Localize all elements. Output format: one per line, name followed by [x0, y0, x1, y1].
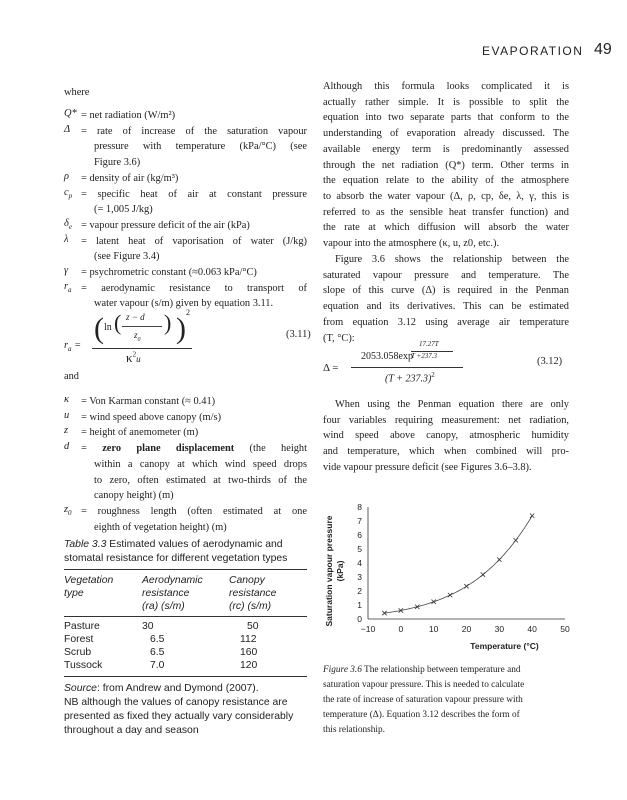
y-axis-label: Saturation vapour pressure(kPa)	[324, 515, 345, 627]
paragraph-line: (T, °C):	[323, 332, 355, 344]
table-header	[64, 574, 314, 614]
col-header-aerodynamic: Aerodynamic resistance (ra) (s/m)	[142, 575, 203, 612]
table-row	[64, 621, 314, 634]
figure-caption-line: saturation vapour pressure. This is needed to calculate	[323, 680, 525, 690]
figure-caption-line: temperature (Δ). Equation 3.12 describes the form of	[323, 710, 520, 720]
data-point-marker	[530, 513, 534, 517]
table-cell: 160	[240, 647, 258, 658]
glossary-definition-line: = Von Karman constant (≈ 0.41)	[81, 396, 216, 407]
table-cell: 6.5	[150, 634, 165, 645]
glossary-definition-line: = height of anemometer (m)	[81, 427, 199, 439]
y-tick-label: 6	[357, 530, 362, 540]
glossary-symbol: κ	[64, 394, 69, 405]
figure-caption-line: the rate of increase of saturation vapour pressure with	[323, 695, 523, 705]
glossary-definition-line: within a canopy at which wind speed drops	[94, 458, 307, 470]
figure-3-6-chart	[320, 500, 580, 660]
y-tick-label: 5	[357, 544, 362, 554]
paragraph-line: vapour into the atmosphere (κ, u, z0, etc.).	[323, 238, 500, 250]
glossary-definition-line: = roughness length (often estimated at one	[81, 505, 307, 517]
eq311-num: z − d	[126, 312, 145, 322]
paragraph-line: slope of this curve (Δ) is required in the Penman	[323, 285, 569, 297]
table-cell: 6.5	[150, 647, 165, 658]
eq311-ln: ln	[104, 322, 112, 333]
equation-3-12	[323, 340, 569, 390]
paragraph-line: the equation relate to the ability of the atmosphere	[323, 175, 569, 187]
paragraph-3	[323, 397, 569, 476]
glossary-definition-line: = specific heat of air at constant pressure	[81, 188, 307, 200]
glossary-symbol: γ	[64, 265, 69, 276]
glossary-symbol: ρ	[64, 170, 69, 182]
y-tick-label: 4	[357, 558, 362, 568]
glossary-definition-line: pressure with temperature (kPa/°C) (see	[94, 141, 307, 153]
page-number: 49	[594, 41, 612, 58]
y-tick-label: 7	[357, 516, 362, 526]
eq312-lhs: Δ =	[323, 362, 339, 374]
y-tick-label: 1	[357, 600, 362, 610]
table-cell: Scrub	[64, 647, 92, 658]
paragraph-line: When using the Penman equation there are only	[335, 399, 569, 410]
y-tick-label: 8	[357, 502, 362, 512]
y-tick-label: 2	[357, 586, 362, 596]
chart-plot	[324, 502, 570, 651]
data-point-marker	[464, 584, 468, 588]
paragraph-line: wind speed above canopy, atmospheric humidity	[323, 430, 569, 442]
x-tick-label: 10	[428, 624, 439, 634]
figure-caption-line: this relationship.	[323, 725, 385, 735]
glossary-definition-line: (= 1,005 J/kg)	[94, 204, 153, 216]
data-point-marker	[431, 600, 435, 604]
eq312-number: (3.12)	[537, 356, 563, 367]
data-point-marker	[497, 557, 501, 561]
glossary-symbol: $\delta_e$	[64, 217, 72, 231]
glossary-symbol: Δ	[64, 123, 71, 135]
paragraph-line: and temperature, which when combined will pro-	[323, 446, 569, 458]
table-source: Source: from Andrew and Dymond (2007). NB although the values of canopy resistance are presented as fixed they actually vary considerably throughout a day and season	[64, 683, 294, 736]
glossary-symbol: $z_0$	[64, 503, 72, 517]
table-row	[64, 660, 314, 673]
table-cell: 112	[240, 634, 257, 645]
col-header-vegetation: Vegetation type	[64, 575, 114, 599]
glossary-definition-line: = density of air (kg/m³)	[81, 172, 179, 184]
paragraph-line: available energy term is predominantly assessed	[323, 143, 569, 155]
glossary-definition-line: = aerodynamic resistance to transport of	[81, 282, 307, 294]
table-body	[64, 621, 314, 673]
paragraph-2	[323, 252, 569, 346]
col-header-canopy: Canopy resistance (rc) (s/m)	[229, 575, 277, 612]
y-tick-label: 0	[357, 614, 362, 624]
running-head: EVAPORATION	[482, 44, 584, 58]
x-axis-label: Temperature (°C)	[470, 641, 539, 651]
paragraph-line: equation and its derivatives. This can be estimated	[323, 301, 569, 313]
paragraph-1	[323, 79, 569, 252]
data-point-marker	[481, 572, 485, 576]
series-line	[384, 516, 532, 613]
table-cell: 50	[247, 621, 259, 632]
glossary-definition-line: = net radiation (W/m²)	[81, 110, 176, 121]
table-cell: Pasture	[64, 621, 100, 632]
table-cell: 7.0	[150, 660, 165, 671]
paragraph-line: through the net radiation (Q*) term. Other terms in	[323, 159, 569, 171]
table-row	[64, 647, 314, 660]
paragraph-line: referred to as the sensible heat transfer function) and	[323, 206, 569, 218]
eq311-z0: $z_0$	[134, 330, 141, 343]
glossary-definition-line: = psychrometric constant (≈0.063 kPa/°C)	[81, 267, 257, 278]
glossary-symbol: u	[64, 409, 70, 421]
glossary-definition-line: water vapour (s/m) given by equation 3.11.	[94, 298, 274, 310]
glossary-definition-line: to zero, often estimated at two-thirds of the	[94, 474, 307, 486]
eq311-den: $\kappa^2u$	[126, 350, 141, 365]
glossary-definition-line: = wind speed above canopy (m/s)	[81, 411, 222, 423]
x-tick-label: 30	[494, 624, 505, 634]
x-tick-label: 40	[527, 624, 537, 634]
eq312-den: $(T + 237.3)^2$	[385, 371, 435, 385]
glossary-definition-line: (see Figure 3.4)	[94, 251, 160, 263]
paragraph-line: vide vapour pressure deficit (see Figures 3.6–3.8).	[323, 461, 532, 473]
paragraph-line: four variables requiring measurement: net radiation,	[323, 414, 569, 426]
y-tick-label: 3	[357, 572, 362, 582]
paragraph-line: the rate at which diffusion will absorb the water	[323, 222, 569, 234]
glossary-definition-line: = latent heat of vaporisation of water (J/kg)	[81, 235, 307, 247]
glossary-symbol: $c_p$	[64, 186, 73, 200]
eq312-exp-den: T +237.3	[411, 352, 437, 360]
eq312-coef: 2053.058exp	[361, 351, 413, 362]
glossary-definition-line: eighth of vegetation height) (m)	[94, 521, 227, 533]
table-row	[64, 634, 314, 647]
table-cell: 120	[240, 660, 258, 671]
paragraph-line: saturated vapour pressure and temperature. The	[323, 269, 569, 281]
x-tick-label: 50	[560, 624, 570, 634]
glossary-definition-line: = rate of increase of the saturation vapour	[81, 125, 307, 137]
eq311-sq: 2	[186, 308, 190, 317]
x-tick-label: −10	[360, 624, 376, 634]
data-point-marker	[448, 593, 452, 597]
glossary-definition-line: canopy height) (m)	[94, 490, 174, 502]
glossary-definition-line: = zero plane displacement (the height	[81, 443, 307, 455]
glossary-definition-line: = vapour pressure deficit of the air (kPa)	[81, 219, 250, 231]
equation-3-11: $r_a$ = ( ln ( z − d $z_0$ ) ) 2 $\kappa^2u$ (3.11)	[64, 308, 311, 365]
eq311-lhs: $r_a$ =	[64, 340, 82, 354]
data-point-marker	[514, 538, 518, 542]
table-caption: Table 3.3 Estimated values of aerodynamic and stomatal resistance for different vegetation types	[64, 539, 288, 564]
paragraph-line: to absorb the water vapour (Δ, ρ, cp, δe, λ, γ, this is	[323, 190, 569, 202]
paragraph-line: equation into two separate parts that conform to the	[323, 112, 569, 124]
paragraph-line: Figure 3.6 shows the relationship between the	[335, 254, 569, 265]
glossary-symbol: $r_a$	[64, 280, 72, 294]
eq311-number: (3.11)	[286, 329, 311, 340]
eq312-exp-num: 17.27T	[419, 340, 439, 348]
x-tick-label: 20	[461, 624, 472, 634]
table-cell: Tussock	[64, 660, 103, 671]
glossary-symbol: Q*	[64, 108, 77, 119]
figure-label: Figure 3.6	[323, 665, 362, 675]
and-label: and	[64, 371, 80, 382]
paragraph-line: actually rather simple. It is possible to split the	[323, 96, 569, 108]
where-label: where	[64, 87, 90, 98]
glossary-symbol: λ	[64, 233, 69, 245]
paragraph-line: understanding of evaporation already discussed. The	[323, 128, 569, 140]
x-tick-label: 0	[398, 624, 404, 634]
paragraph-line: from equation 3.12 using average air temperature	[323, 316, 569, 328]
table-cell: 30	[142, 621, 154, 632]
paragraph-line: Although this formula looks complicated it is	[323, 81, 569, 92]
glossary-symbol: d	[64, 441, 70, 453]
figure-caption	[323, 663, 573, 738]
figure-caption-line: The relationship between temperature and	[361, 665, 521, 675]
table-cell: Forest	[64, 634, 94, 645]
glossary-symbol: z	[64, 425, 69, 437]
glossary-definition-line: Figure 3.6)	[94, 157, 141, 169]
